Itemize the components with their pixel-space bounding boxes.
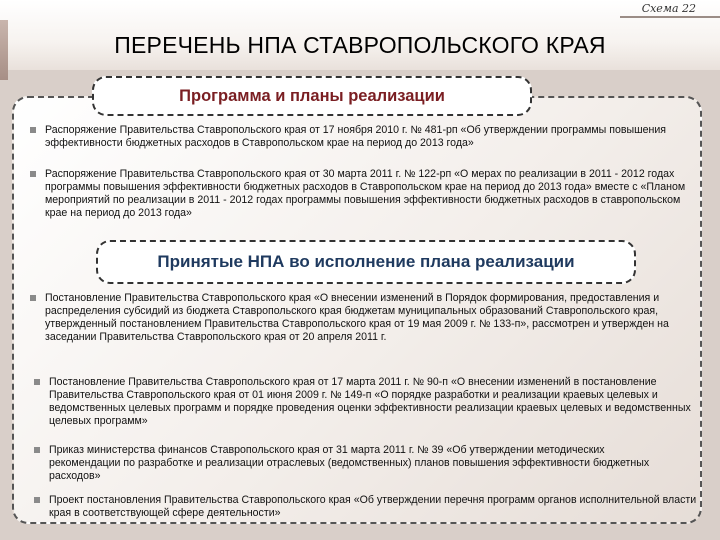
square-bullet-icon [34, 447, 40, 453]
list-item-text: Распоряжение Правительства Ставропольского края от 17 ноября 2010 г. № 481-рп «Об утверждении программы повышения эффективности бюджетных расходов в Ставропольском крае на период до 2013 года» [45, 124, 666, 149]
top-rule-decoration [620, 16, 720, 18]
square-bullet-icon [30, 295, 36, 301]
list-item-text: Постановление Правительства Ставропольского края «О внесении изменений в Порядок формирования, предоставления и распределения субсидий из бюджета Ставропольского края бюджетам муниципальных образований Ставропольского края, утвержденный постановлением Правительства Ставропольского края от 19 мая 2009 г. № 133-п», рассмотрен и утвержден на заседании Правительства Ставропольского края от 20 апреля 2011 г. [45, 292, 669, 343]
square-bullet-icon [34, 379, 40, 385]
list-item [30, 168, 686, 220]
list-item-text: Постановление Правительства Ставропольского края от 17 марта 2011 г. № 90-п «О внесении изменений в постановление Правительства Ставропольского края от 01 июня 2009 г. № 149-п «О порядке разработки и реализации краевых целевых и ведомственных целевых программ и порядке проведения оценки эффективности реализации краевых целевых и ведомственных целевых программ» [49, 376, 691, 427]
list-item [34, 444, 674, 483]
list-item [34, 494, 698, 520]
list-item-text: Приказ министерства финансов Ставропольского края от 31 марта 2011 г. № 39 «Об утверждении методических рекомендации по разработке и реализации отраслевых (ведомственных) планов повышения эффективности бюджетных расходов» [49, 444, 650, 482]
square-bullet-icon [30, 127, 36, 133]
list-item [30, 124, 670, 150]
section-heading-adopted: Принятые НПА во исполнение плана реализации [96, 240, 636, 284]
list-item-text: Распоряжение Правительства Ставропольского края от 30 марта 2011 г. № 122-рп «О мерах по реализации в 2011 - 2012 годах программы повышения эффективности бюджетных расходов в Ставропольском крае на период до 2013 года» вместе с «Планом мероприятий по реализации в 2011 - 2012 годах программы повышения эффективности бюджетных расходов в ставропольском крае на период до 2013 года» [45, 168, 686, 219]
list-item [30, 292, 680, 344]
section-heading-program: Программа и планы реализации [92, 76, 532, 116]
list-item [34, 376, 694, 428]
page-title: ПЕРЕЧЕНЬ НПА СТАВРОПОЛЬСКОГО КРАЯ [114, 32, 606, 58]
slide-number: Схема 22 [641, 2, 696, 15]
square-bullet-icon [30, 171, 36, 177]
list-item-text: Проект постановления Правительства Ставропольского края «Об утверждении перечня программ органов исполнительной власти края в соответствующей сфере деятельности» [49, 494, 697, 519]
square-bullet-icon [34, 497, 40, 503]
